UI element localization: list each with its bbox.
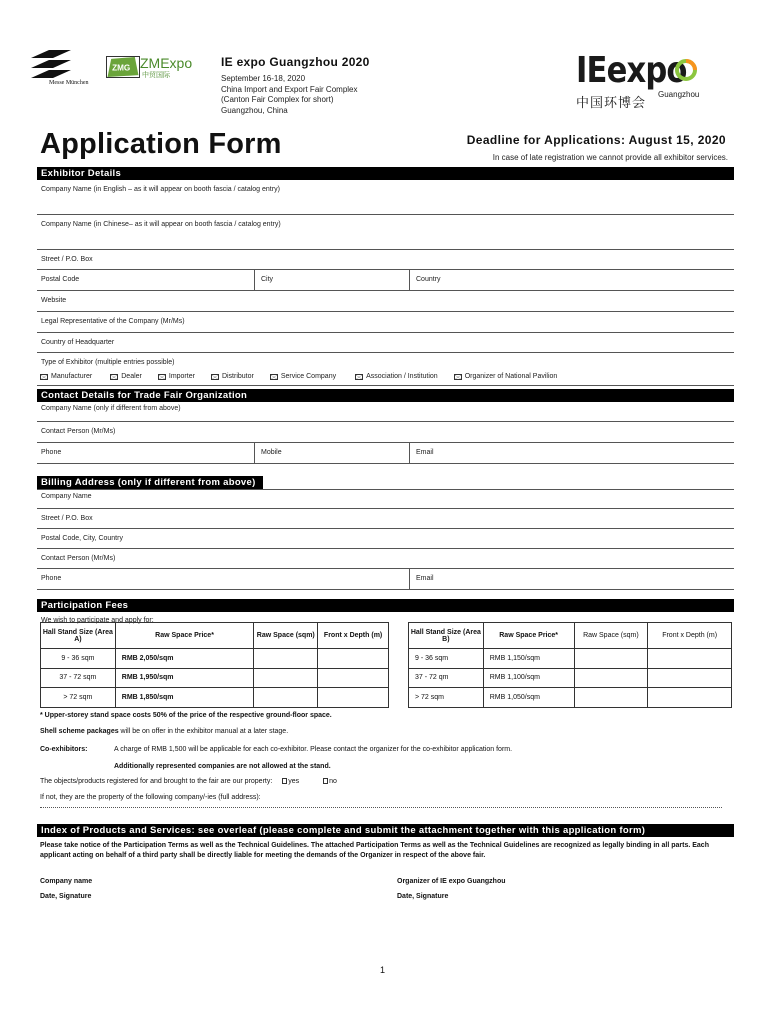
field-label: Country of Headquarter	[41, 339, 115, 346]
size-cell: 9 - 36 sqm	[41, 649, 116, 669]
event-date: September 16-18, 2020	[221, 74, 306, 83]
checkbox-icon	[355, 374, 363, 380]
city-label: City	[261, 276, 274, 283]
zmexpo-logo-word: ZMExpo	[140, 55, 193, 71]
ie-expo-leaf-icon	[674, 58, 698, 82]
zmexpo-logo	[106, 54, 193, 80]
sqm-input-cell[interactable]	[574, 688, 648, 708]
field-label: Street / P.O. Box	[41, 515, 93, 522]
sqm-input-cell[interactable]	[574, 668, 648, 688]
property-question	[40, 778, 337, 785]
shell-scheme-bold: Shell scheme packages	[40, 728, 119, 735]
organizer-label: Organizer of IE expo Guangzhou	[397, 878, 506, 885]
billing-phone-row	[37, 569, 734, 590]
fee-header-price: Raw Space Price*	[115, 623, 254, 649]
field-label: Street / P.O. Box	[41, 256, 93, 263]
section-contact-details: Contact Details for Trade Fair Organization	[37, 389, 734, 402]
phone-label: Phone	[41, 449, 62, 456]
checkbox-icon	[454, 374, 462, 380]
property-owner-note: If not, they are the property of the following company/-ies (full address):	[40, 794, 261, 801]
fees-intro: We wish to participate and apply for:	[41, 617, 154, 624]
country-label: Country	[416, 276, 441, 283]
company-name-cn-field[interactable]	[37, 215, 734, 250]
mobile-label: Mobile	[261, 449, 282, 456]
size-cell: 9 - 36 sqm	[409, 649, 484, 669]
price-cell: RMB 1,150/sqm	[483, 649, 574, 669]
table-row	[409, 649, 732, 669]
field-label: Company Name (in Chinese– as it will appear on booth fascia / catalog entry)	[41, 221, 281, 228]
event-city: Guangzhou, China	[221, 105, 288, 115]
checkbox-label: no	[329, 778, 337, 785]
field-label: Legal Representative of the Company (Mr/Ms)	[41, 318, 185, 325]
zmexpo-logo-cn: 中贸国际	[142, 72, 170, 79]
event-details	[221, 74, 358, 116]
table-row	[41, 668, 389, 688]
ie-expo-logo-cn: 中国环博会	[576, 95, 647, 110]
checkbox-icon	[323, 778, 328, 784]
table-row	[409, 668, 732, 688]
size-cell: > 72 sqm	[409, 688, 484, 708]
field-label: Postal Code, City, Country	[41, 535, 123, 542]
page-number: 1	[380, 965, 386, 975]
fee-header-price: Raw Space Price*	[483, 623, 574, 649]
fee-header-sqm: Raw Space (sqm)	[574, 623, 648, 649]
checkbox-icon	[40, 374, 48, 380]
field-label: Company Name (only if different from above)	[41, 405, 181, 412]
type-importer-checkbox[interactable]	[158, 373, 195, 380]
date-signature-right-label: Date, Signature	[397, 893, 449, 900]
field-label: Contact Person (Mr/Ms)	[41, 428, 116, 435]
ie-expo-logo-word: IEexpo	[576, 50, 687, 91]
checkbox-label: Dealer	[121, 373, 142, 380]
dims-input-cell[interactable]	[648, 649, 732, 669]
shell-scheme-note	[40, 728, 288, 735]
event-title: IE expo Guangzhou 2020	[221, 55, 370, 69]
participation-terms: Please take notice of the Participation Terms as well as the Technical Guidelines. The attached Participation Terms as well as the Technical Guidelines are recognized as legally binding in all parts. Each applicant acting on behalf of a third party shall be directly liable for meeting the demands of the Organizer in respect of the above fair.	[40, 842, 709, 859]
date-signature-left-label: Date, Signature	[40, 893, 92, 900]
contact-phone-row	[37, 443, 734, 464]
section-index-products: Index of Products and Services: see overleaf (please complete and submit the attachment together with this application form)	[37, 824, 734, 837]
dims-input-cell[interactable]	[648, 688, 732, 708]
dims-input-cell[interactable]	[648, 668, 732, 688]
field-label: Contact Person (Mr/Ms)	[41, 555, 116, 562]
coexhibitor-label: Co-exhibitors:	[40, 746, 88, 753]
section-participation-fees: Participation Fees	[37, 599, 734, 612]
section-exhibitor-details: Exhibitor Details	[37, 167, 734, 180]
contact-email-field[interactable]	[409, 443, 734, 463]
upper-storey-note: * Upper-storey stand space costs 50% of the price of the respective ground-floor space.	[40, 712, 332, 719]
table-row	[409, 688, 732, 708]
late-registration-note: In case of late registration we cannot provide all exhibitor services.	[492, 153, 728, 162]
property-owner-input[interactable]	[40, 802, 722, 808]
price-cell: RMB 1,050/sqm	[483, 688, 574, 708]
price-cell: RMB 2,050/sqm	[115, 649, 254, 669]
dims-input-cell[interactable]	[318, 668, 389, 688]
fee-header-dims: Front x Depth (m)	[318, 623, 389, 649]
website-field[interactable]	[37, 291, 734, 312]
property-question-text: The objects/products registered for and brought to the fair are our property:	[40, 778, 273, 785]
checkbox-label: Distributor	[221, 373, 254, 380]
sqm-input-cell[interactable]	[254, 688, 318, 708]
coexhibitor-text: A charge of RMB 1,500 will be applicable for each co-exhibitor. Please contact the organizer for the co-exhibitor application form.	[114, 746, 513, 753]
messe-logo-text: Messe München	[49, 80, 89, 86]
postal-city-country-row	[37, 270, 734, 291]
type-service-company-checkbox[interactable]	[270, 373, 336, 380]
checkbox-label: Manufacturer	[51, 373, 93, 380]
city-field[interactable]	[254, 270, 409, 290]
checkbox-label: yes	[288, 778, 300, 785]
zmexpo-logo-icon	[106, 56, 140, 78]
price-cell: RMB 1,100/sqm	[483, 668, 574, 688]
billing-street-field[interactable]	[37, 509, 734, 529]
checkbox-icon	[158, 374, 166, 380]
company-name-signature-label: Company name	[40, 878, 93, 885]
field-label: Company Name (in English – as it will appear on booth fascia / catalog entry)	[41, 186, 280, 193]
table-row	[41, 649, 389, 669]
type-national-pavilion-checkbox[interactable]	[454, 373, 558, 380]
coexhibitor-note: Additionally represented companies are not allowed at the stand.	[114, 763, 331, 770]
fee-header-size: Hall Stand Size (Area B)	[409, 623, 484, 649]
sqm-input-cell[interactable]	[574, 649, 648, 669]
section-billing-address: Billing Address (only if different from above)	[37, 476, 263, 489]
billing-person-field[interactable]	[37, 549, 734, 569]
checkbox-label: Service Company	[280, 373, 337, 380]
fee-header-size: Hall Stand Size (Area A)	[41, 623, 116, 649]
checkbox-icon	[270, 374, 278, 380]
size-cell: > 72 sqm	[41, 688, 116, 708]
messe-muenchen-logo	[27, 50, 99, 90]
shell-scheme-rest: will be on offer in the exhibitor manual at a later stage.	[118, 728, 289, 735]
email-label: Email	[416, 575, 434, 582]
exhibitor-type-label: Type of Exhibitor (multiple entries possible)	[41, 359, 175, 366]
size-cell: 37 - 72 sqm	[41, 668, 116, 688]
ie-expo-logo	[560, 30, 720, 114]
country-field[interactable]	[409, 270, 734, 290]
postal-code-label: Postal Code	[41, 276, 80, 283]
company-name-en-field[interactable]	[37, 180, 734, 215]
checkbox-icon	[110, 374, 118, 380]
page-title: Application Form	[40, 128, 282, 160]
type-distributor-checkbox[interactable]	[211, 373, 254, 380]
billing-company-field[interactable]	[37, 489, 734, 509]
street-field[interactable]	[37, 250, 734, 270]
size-cell: 37 - 72 qm	[409, 668, 484, 688]
messe-logo-icon	[31, 50, 71, 78]
price-cell: RMB 1,850/sqm	[115, 688, 254, 708]
contact-mobile-field[interactable]	[254, 443, 409, 463]
checkbox-label: Importer	[168, 373, 195, 380]
fee-header-sqm: Raw Space (sqm)	[254, 623, 318, 649]
fee-table-area-b	[408, 622, 732, 708]
type-manufacturer-checkbox[interactable]	[40, 373, 92, 380]
phone-label: Phone	[41, 575, 62, 582]
exhibitor-type-options	[40, 373, 571, 380]
billing-postal-field[interactable]	[37, 529, 734, 549]
type-dealer-checkbox[interactable]	[110, 373, 142, 380]
billing-email-field[interactable]	[409, 569, 734, 589]
fee-table-area-a	[40, 622, 389, 708]
fee-header-dims: Front x Depth (m)	[648, 623, 732, 649]
sqm-input-cell[interactable]	[254, 649, 318, 669]
legal-rep-field[interactable]	[37, 312, 734, 333]
exhibitor-type-row	[37, 353, 734, 386]
sqm-input-cell[interactable]	[254, 668, 318, 688]
dims-input-cell[interactable]	[318, 649, 389, 669]
type-association-checkbox[interactable]	[355, 373, 438, 380]
field-label: Company Name	[41, 493, 92, 500]
table-row	[41, 688, 389, 708]
field-label: Website	[41, 297, 67, 304]
svg-text:ZMG: ZMG	[112, 63, 131, 73]
checkbox-label: Association / Institution	[366, 373, 438, 380]
checkbox-label: Organizer of National Pavilion	[464, 373, 558, 380]
dims-input-cell[interactable]	[318, 688, 389, 708]
application-form	[37, 167, 734, 632]
price-cell: RMB 1,950/sqm	[115, 668, 254, 688]
contact-company-field[interactable]	[37, 402, 734, 422]
event-venue-short: (Canton Fair Complex for short)	[221, 95, 334, 104]
property-yes-checkbox[interactable]	[282, 778, 299, 785]
event-venue: China Import and Export Fair Complex	[221, 84, 358, 94]
page-header	[0, 0, 770, 130]
email-label: Email	[416, 449, 434, 456]
checkbox-icon	[211, 374, 219, 380]
contact-person-field[interactable]	[37, 422, 734, 443]
property-no-checkbox[interactable]	[323, 778, 337, 785]
deadline-text: Deadline for Applications: August 15, 2020	[466, 133, 726, 147]
headquarter-field[interactable]	[37, 333, 734, 353]
ie-expo-logo-city: Guangzhou	[658, 90, 700, 99]
checkbox-icon	[282, 778, 287, 784]
